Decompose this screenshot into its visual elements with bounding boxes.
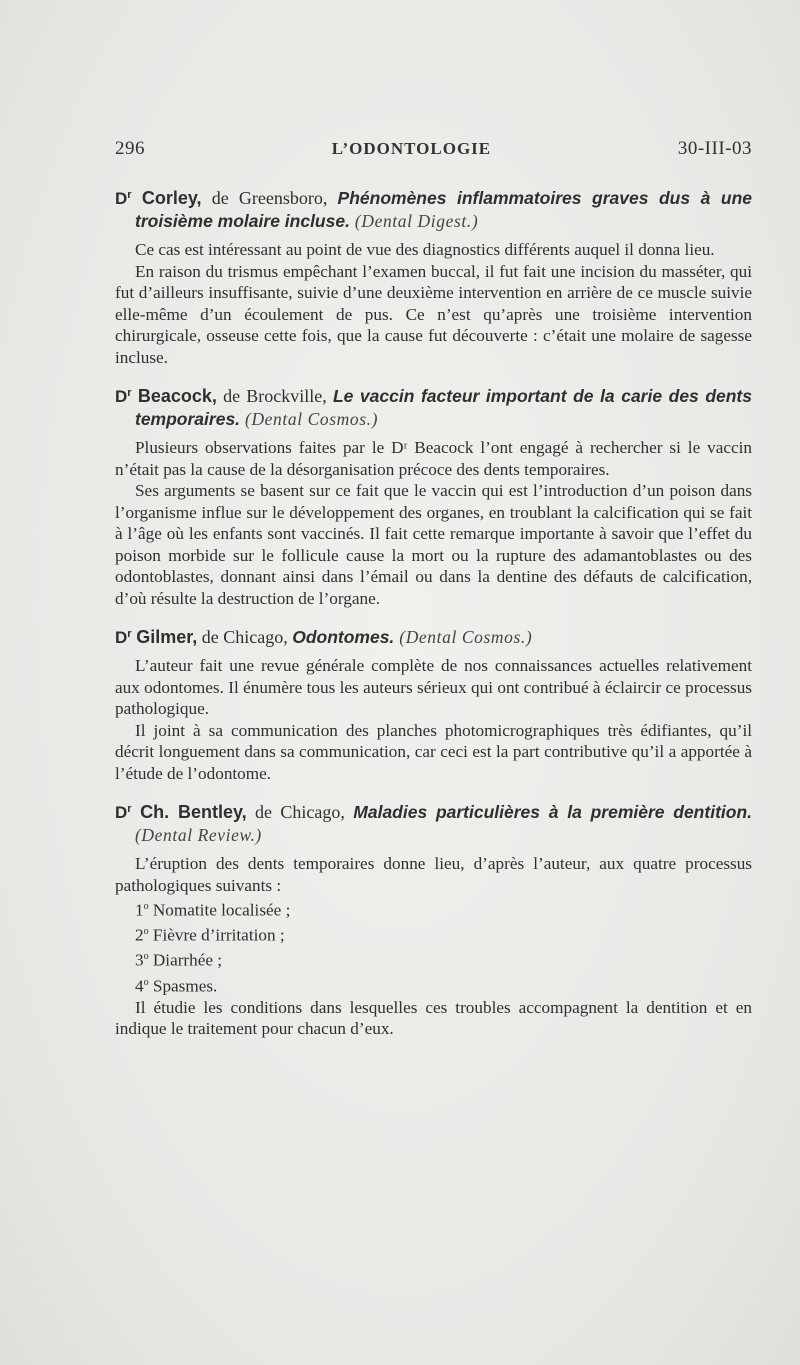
list-item: 1$^o$ Nomatite localisée ;	[135, 900, 291, 920]
paragraph: En raison du trismus empêchant l’examen buccal, il fut fait une incision du masséter, qui fut d’ailleurs insuffisante, suivie d’une deuxième intervention en arrière de ce muscle suivie elle-même d’un écoulement de pus. Ce n’est qu’après une troisième intervention chirurgicale, osseuse cette fois, que la cause fut découverte : c’était une molaire de sagesse incluse.	[115, 261, 752, 367]
page-number: 296	[115, 138, 145, 159]
doctor-abbrev: $D^r$	[115, 803, 132, 822]
author-name: Beacock,	[137, 386, 217, 406]
list-item: 4$^o$ Spasmes.	[135, 976, 218, 996]
paragraph: Il étudie les conditions dans lesquelles ces troubles accompagnent la dentition et en indique le traitement pour chacun d’eux.	[115, 997, 752, 1039]
article-bentley	[115, 798, 752, 1040]
journal-source: (Dental Review.)	[135, 825, 262, 845]
issue-date: 30-III-03	[677, 138, 752, 159]
article-heading	[115, 184, 752, 233]
article-title: Phénomènes inflammatoires graves dus à une troisième molaire incluse.	[135, 188, 752, 231]
list-item: 2$^o$ Fièvre d’irritation ;	[135, 925, 285, 945]
author-name: Ch. Bentley,	[140, 802, 247, 822]
author-place: de Chicago,	[197, 627, 293, 647]
paragraph: L’éruption des dents temporaires donne lieu, d’après l’auteur, aux quatre processus pathologiques suivants :	[115, 854, 752, 895]
journal-source: (Dental Digest.)	[349, 211, 479, 231]
author-place: de Greensboro,	[201, 188, 338, 208]
paragraph: Plusieurs observations faites par le Dʳ Beacock l’ont engagé à rechercher si le vaccin n’était pas la cause de la désorganisation précoce des dents temporaires.	[115, 438, 752, 479]
author-place: de Brockville,	[216, 386, 333, 406]
symptom-list	[115, 896, 752, 997]
list-item: 3$^o$ Diarrhée ;	[135, 951, 223, 971]
page-content	[115, 138, 752, 1040]
doctor-abbrev: $D^r$	[115, 628, 132, 647]
article-gilmer	[115, 623, 752, 784]
journal-title: L’ODONTOLOGIE	[331, 139, 492, 158]
doctor-abbrev: $D^r$	[115, 189, 132, 208]
author-name: Gilmer,	[136, 627, 198, 647]
article-title: Odontomes.	[292, 627, 395, 647]
paragraph: Ses arguments se basent sur ce fait que le vaccin qui est l’introduction d’un poison dans l’organisme influe sur le développement des organes, en troublant la calcification qui se fait à l’âge où les enfants sont vaccinés. Il fait cette remarque importante à savoir que l’effet du poison morbide sur le follicule cause la mort ou la rupture des adamantoblastes ou des odontoblastes, donnant ainsi dans l’émail ou dans la dentine des défauts de calcification, d’où résulte la destruction de l’organe.	[115, 481, 752, 608]
paragraph: Ce cas est intéressant au point de vue des diagnostics différents auquel il donna lieu.	[135, 240, 715, 259]
article-heading	[115, 623, 752, 649]
journal-source: (Dental Cosmos.)	[240, 409, 379, 429]
running-header	[115, 138, 752, 166]
author-place: de Chicago,	[246, 802, 354, 822]
doctor-abbrev: $D^r$	[115, 387, 132, 406]
article-title: Le vaccin facteur important de la carie des dents temporaires.	[135, 386, 752, 429]
article-title: Maladies particulières à la première dentition.	[353, 802, 752, 822]
article-heading	[115, 382, 752, 431]
paragraph: Il joint à sa communication des planches photomicrographiques très édifiantes, qu’il décrit longuement dans sa communication, car ceci est la part contributive qu’il a apportée à l’étude de l’odontome.	[115, 720, 752, 783]
article-beacock	[115, 382, 752, 609]
journal-source: (Dental Cosmos.)	[394, 627, 533, 647]
paragraph: L’auteur fait une revue générale complète de nos connaissances actuelles relativement aux odontomes. Il énumère tous les auteurs sérieux qui ont contribué à éclaircir ce processus pathologique.	[115, 656, 752, 718]
article-corley	[115, 184, 752, 368]
article-heading	[115, 798, 752, 847]
author-name: Corley,	[141, 188, 202, 208]
